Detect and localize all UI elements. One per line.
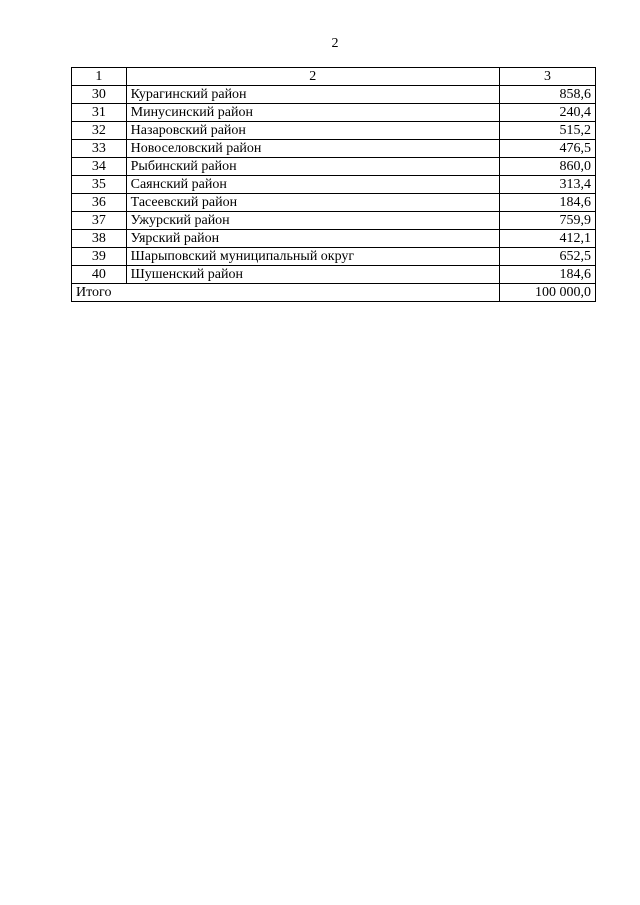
total-row [72, 284, 596, 302]
district-value: 652,5 [499, 248, 595, 266]
total-value: 100 000,0 [499, 284, 595, 302]
district-name: Тасеевский район [126, 194, 499, 212]
district-value: 515,2 [499, 122, 595, 140]
row-number: 36 [72, 194, 127, 212]
header-col-2: 2 [126, 68, 499, 86]
table-row [72, 194, 596, 212]
district-value: 240,4 [499, 104, 595, 122]
district-value: 476,5 [499, 140, 595, 158]
table-row [72, 86, 596, 104]
district-value: 858,6 [499, 86, 595, 104]
district-value: 184,6 [499, 194, 595, 212]
table-row [72, 104, 596, 122]
row-number: 33 [72, 140, 127, 158]
row-number: 37 [72, 212, 127, 230]
district-value: 759,9 [499, 212, 595, 230]
district-name: Шарыповский муниципальный округ [126, 248, 499, 266]
row-number: 40 [72, 266, 127, 284]
page-number: 2 [331, 36, 339, 51]
district-value: 313,4 [499, 176, 595, 194]
district-name: Шушенский район [126, 266, 499, 284]
district-name: Рыбинский район [126, 158, 499, 176]
row-number: 38 [72, 230, 127, 248]
table-row [72, 212, 596, 230]
district-name: Уярский район [126, 230, 499, 248]
district-name: Саянский район [126, 176, 499, 194]
table-row [72, 176, 596, 194]
table-row [72, 140, 596, 158]
row-number: 32 [72, 122, 127, 140]
district-name: Назаровский район [126, 122, 499, 140]
district-value: 412,1 [499, 230, 595, 248]
district-name: Ужурский район [126, 212, 499, 230]
row-number: 30 [72, 86, 127, 104]
header-col-3: 3 [499, 68, 595, 86]
district-value: 184,6 [499, 266, 595, 284]
district-name: Минусинский район [126, 104, 499, 122]
allocation-table [71, 67, 596, 302]
table-row [72, 158, 596, 176]
header-col-1: 1 [72, 68, 127, 86]
row-number: 31 [72, 104, 127, 122]
row-number: 39 [72, 248, 127, 266]
table-row [72, 266, 596, 284]
table-header-row [72, 68, 596, 86]
row-number: 35 [72, 176, 127, 194]
table-row [72, 122, 596, 140]
row-number: 34 [72, 158, 127, 176]
table-row [72, 230, 596, 248]
table-row [72, 248, 596, 266]
total-label: Итого [72, 284, 500, 302]
district-name: Новоселовский район [126, 140, 499, 158]
district-value: 860,0 [499, 158, 595, 176]
district-name: Курагинский район [126, 86, 499, 104]
